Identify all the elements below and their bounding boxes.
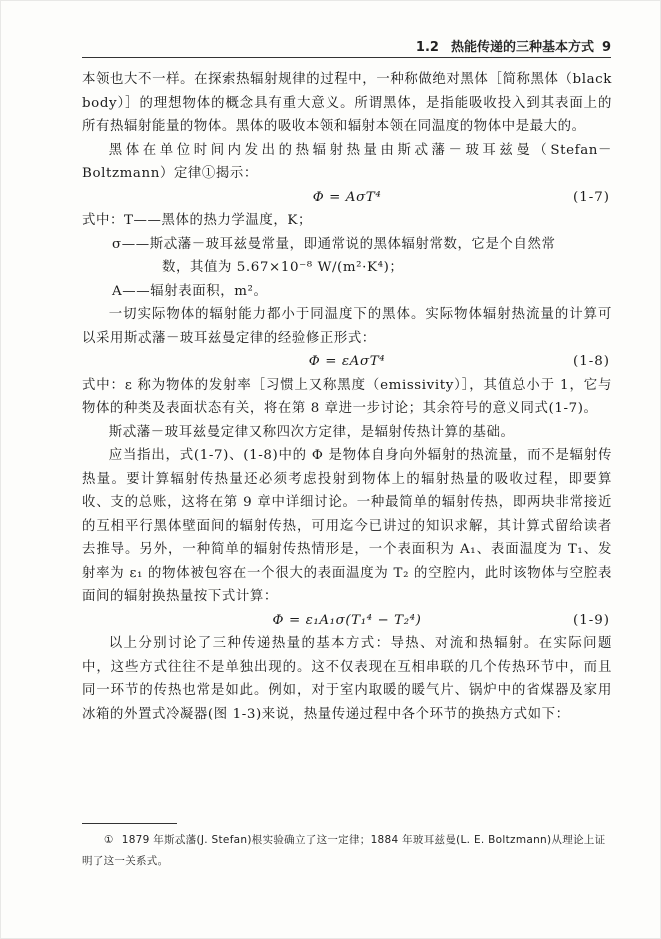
equation-formula: Φ = AσT⁴ [312,189,382,205]
footnote-text: 1879 年斯忒藩(J. Stefan)根实验确立了这一定律；1884 年玻耳兹曼(L. E. Boltzmann)从理论上证明了这一关系式。 [82,834,606,867]
paragraph-three-modes-summary: 以上分别讨论了三种传递热量的基本方式：导热、对流和热辐射。在实际问题中，这些方式往往不是单独出现的。这不仅表现在互相串联的几个传热环节中，而且同一环节的传热也常是如此。例如，对于室内取暖的暖气片、锅炉中的省煤器及家用冰箱的外置式冷凝器(图 1-3)来说，热量传递过程中各个环节的换热方式如下： [82,636,612,722]
footnote [82,830,612,872]
equation-1-8 [82,350,612,374]
paragraph-fourth-power-law: 斯忒藩－玻耳兹曼定律又称四次方定律，是辐射传热计算的基础。 [108,424,515,440]
equation-1-7 [82,186,612,210]
paragraph-continuation: 本领也大不一样。在探索热辐射规律的过程中，一种称做绝对黑体［简称黑体（black body）］的理想物体的概念具有重大意义。所谓黑体，是指能吸收投入到其表面上的所有热辐射能量的物体。黑体的吸收本领和辐射本领在同温度的物体中是最大的。 [82,72,612,134]
equation-formula: Φ = εAσT⁴ [308,354,386,369]
page-number: 9 [601,40,611,55]
section-title: 热能传递的三种基本方式 [450,40,594,55]
equation-number: (1-8) [572,354,610,369]
paragraph-radiation-exchange: 应当指出，式(1-7)、(1-8)中的 Φ 是物体自身向外辐射的热流量，而不是辐射传热量。要计算辐射传热量还必须考虑投射到物体上的辐射热量的吸收过程，即要算收、支的总账，这将在第 9 章中详细讨论。一种最简单的辐射传热，即两块非常接近的互相平行黑体壁面间的辐射传热，可用迄今已讲过的知识求解，其计算式留给读者去推导。另外，一种简单的辐射传热情形是，一个表面积为 A₁、表面温度为 T₁、发射率为 ε₁ 的物体被包容在一个很大的表面温度为 T₂ 的空腔内，此时该物体与空腔表面间的辐射换热量按下式计算： [82,448,612,604]
definition-T: 式中：T——黑体的热力学温度，K； [82,213,312,228]
paragraph-stefan-boltzmann-intro: 黑体在单位时间内发出的热辐射热量由斯忒藩－玻耳兹曼（Stefan－Boltzmann）定律①揭示： [82,142,612,181]
paragraph-real-body: 一切实际物体的辐射能力都小于同温度下的黑体。实际物体辐射热流量的计算可以采用斯忒藩－玻耳兹曼定律的经验修正形式： [82,307,612,346]
body-text [82,68,612,726]
footnote-rule [82,823,177,824]
definition-sigma-value: 数，其值为 5.67×10⁻⁸ W/(m²·K⁴)； [162,260,404,275]
equation-formula: Φ = ε₁A₁σ(T₁⁴ − T₂⁴) [272,612,422,628]
equation-number: (1-7) [572,189,610,205]
equation-number: (1-9) [572,612,610,628]
section-number: 1.2 [415,40,439,55]
header-rule [82,57,611,58]
definition-A: A——辐射表面积，m²。 [112,283,268,299]
running-header [82,36,611,55]
equation-1-9 [82,609,612,633]
paragraph-emissivity: 式中：ε 称为物体的发射率［习惯上又称黑度（emissivity）］，其值总小于 1，它与物体的种类及表面状态有关，将在第 8 章进一步讨论；其余符号的意义同式(1-7)。 [82,377,612,416]
footnote-mark: ① [104,834,114,846]
definition-sigma: σ——斯忒藩－玻耳兹曼常量，即通常说的黑体辐射常数，它是个自然常 [112,236,556,252]
